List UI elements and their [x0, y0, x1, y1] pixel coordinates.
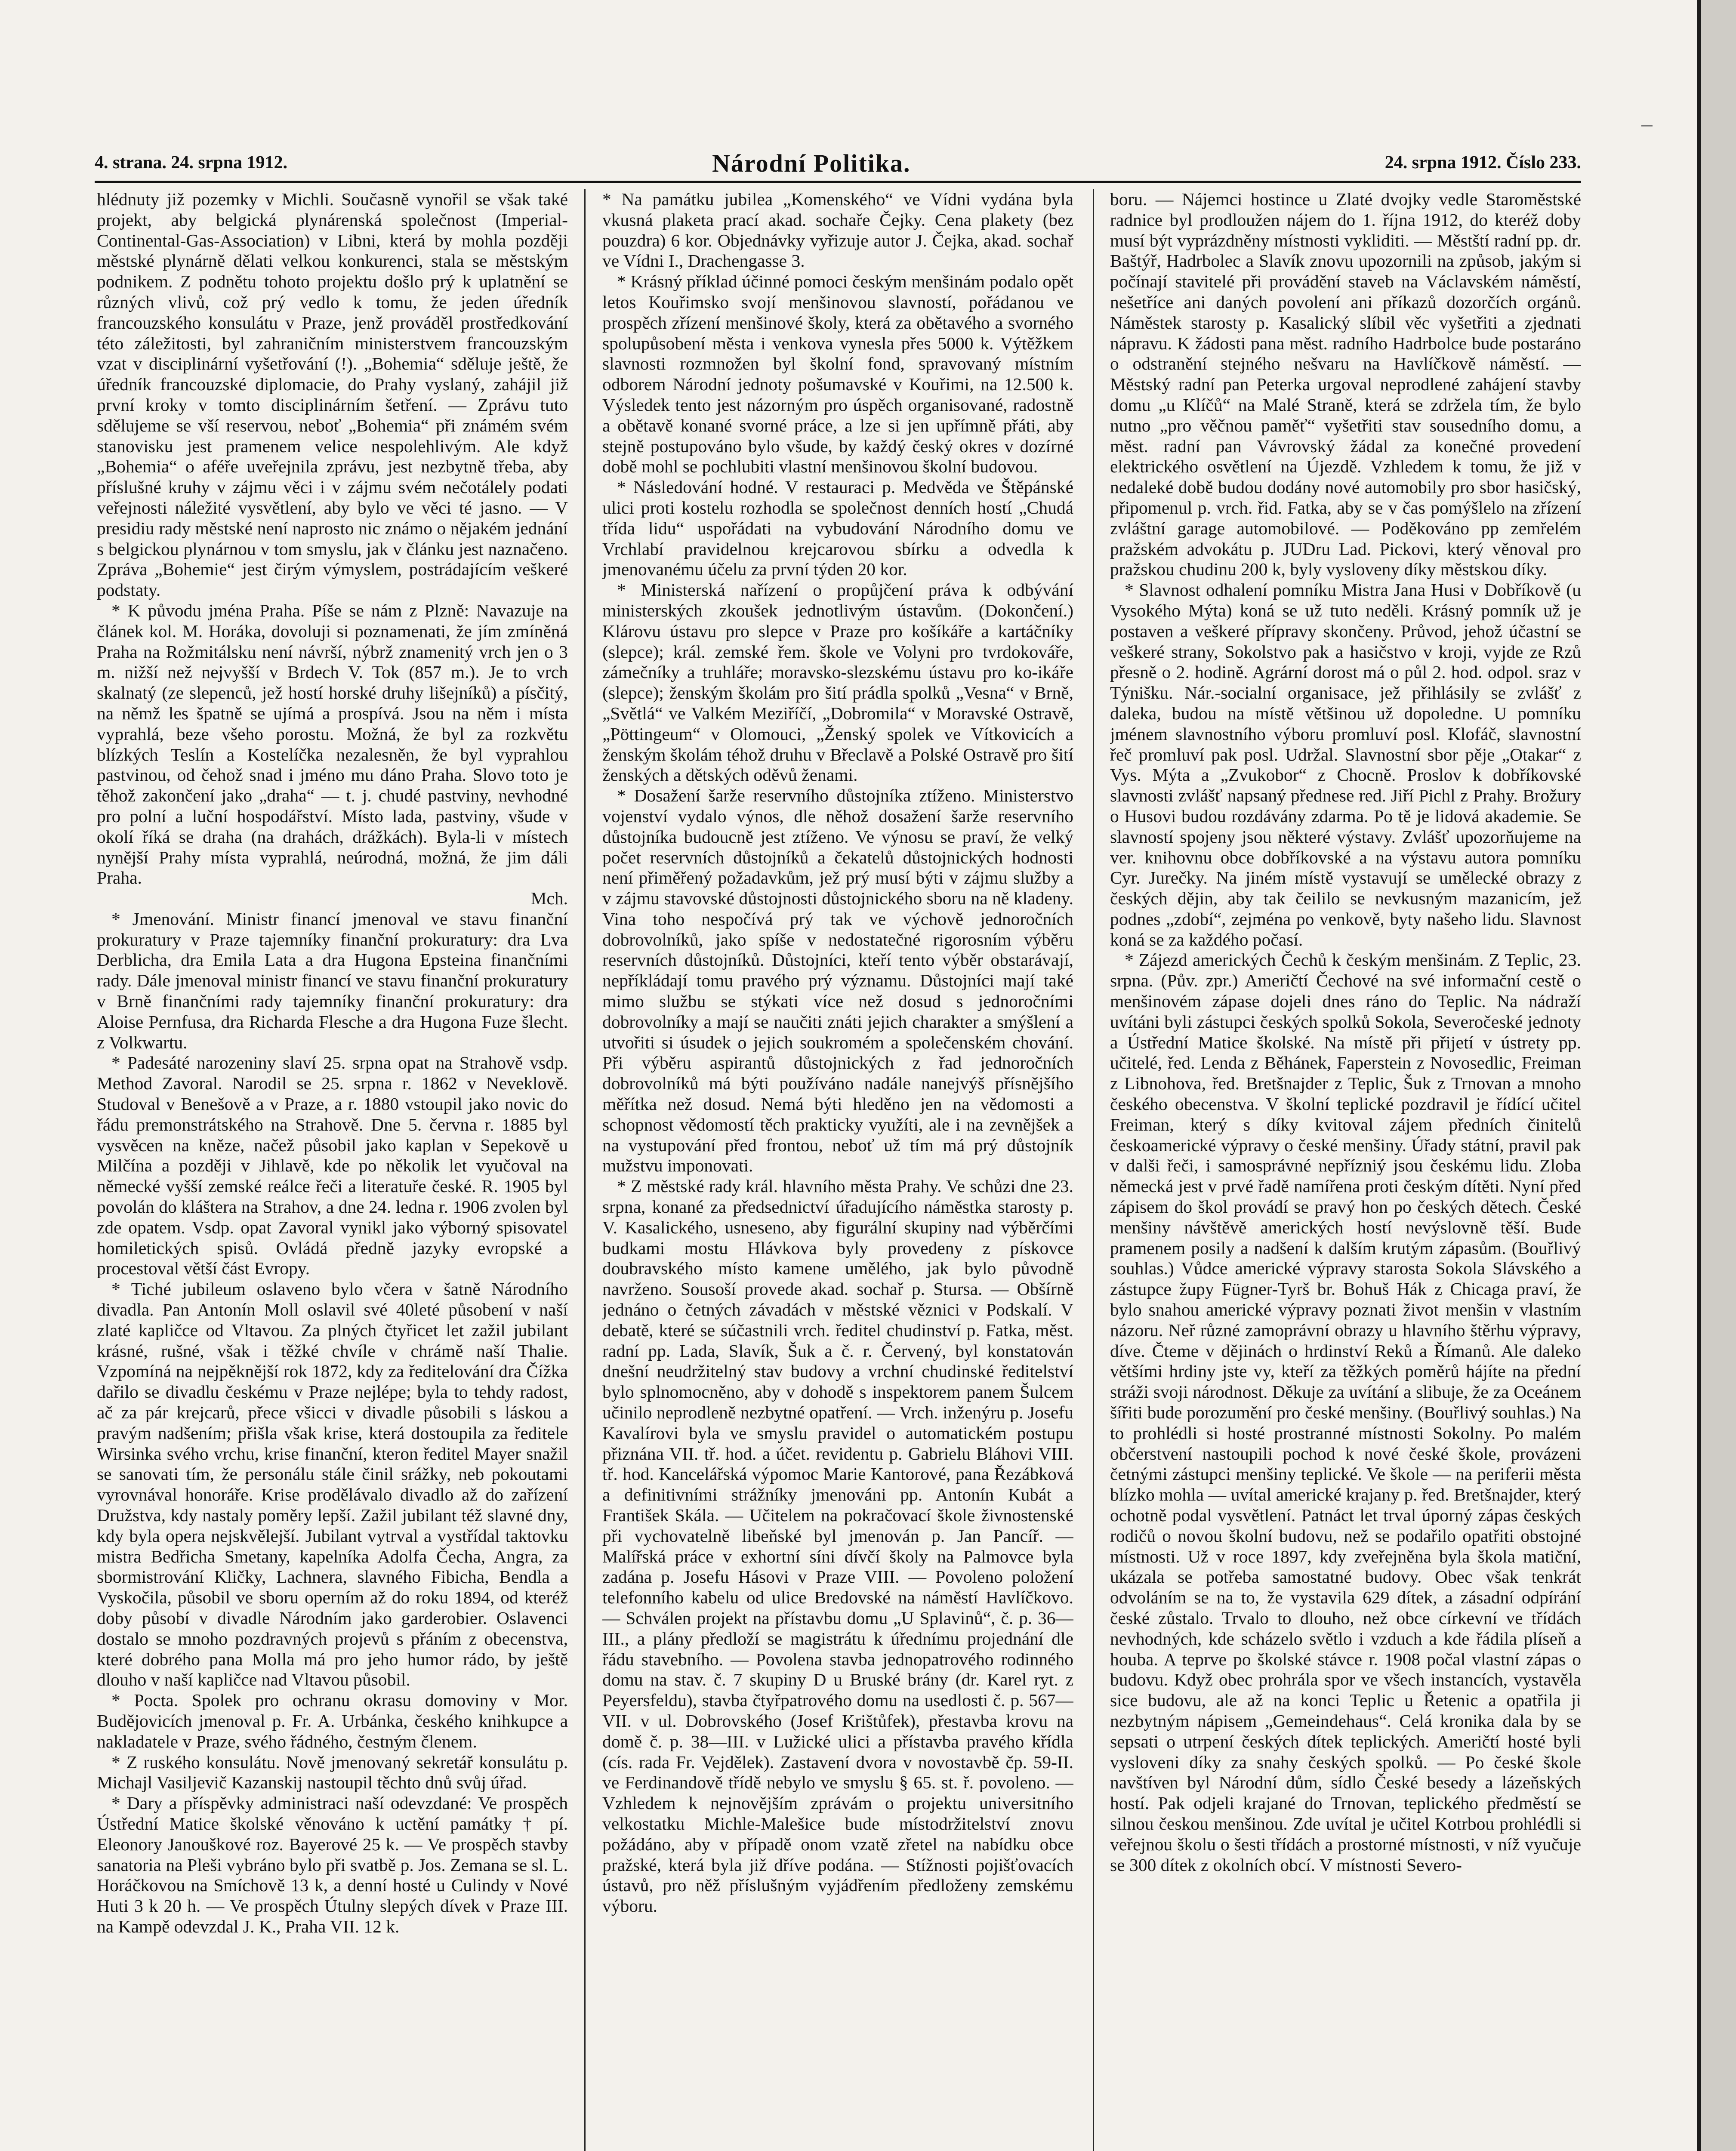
article-paragraph: * Pocta. Spolek pro ochranu okrasu domoviny v Mor. Budějovicích jmenoval p. Fr. A. Urbánka, českého knihkupce a nakladatele v Praze, svého řádného, čestným členem. — [97, 1690, 568, 1751]
article-paragraph: * Slavnost odhalení pomníku Mistra Jana Husi v Dobříkově (u Vysokého Mýta) koná se už tuto neděli. Krásný pomník už je postaven a veškeré přípravy skončeny. Průvod, jehož účastní se veškeré strany, Sokolstvo pak a hasičstvo v kroji, vyjde ze Rzů přesně o 2. hodině. Agrární dorost má o půl 2. hod. odpol. sraz v Týnišku. Nár.-socialní organisace, jež přihlásily se zvlášť z daleka, budou na místě většinou už dopoledne. U pomníku jménem slavnostního výboru promluví posl. Klofáč, slavnostní řeč promluví pak posl. Udržal. Slavnostní sbor pěje „Otakar“ z Vys. Mýta a „Zvukobor“ z Chocně. Proslov k dobříkovské slavnosti zvlášť napsaný přednese red. Jiří Pichl z Prahy. Brožury o Husovi budou rozdávány zdarma. Po tě je lidová akademie. Se slavností spojeny jsou některé výstavy. Zvlášť upozorňujeme na ver. knihovnu obce dobříkovské a na výstavu autora pomníku Cyr. Jurečky. Na jiném místě vystavují se umělecké obrazy z českých dějin, aby tak čeililo se nevkusným mazanicím, jež podnes „zdobí“, zejména po venkově, byty našeho lidu. Slavnost koná se za každého počasí. — [1110, 580, 1581, 949]
scan-edge — [1697, 0, 1736, 2151]
article-paragraph: * Na památku jubilea „Komenského“ ve Vídni vydána byla vkusná plaketa prací akad. sochaře Čejky. Cena plakety (bez pouzdra) 6 kor. Objednávky vyřizuje autor J. Čejka, akad. sochař ve Vídni I., Drachengasse 3. — [602, 189, 1073, 271]
page-number-date: 4. strana. 24. srpna 1912. — [95, 153, 288, 173]
article-paragraph: * Zájezd amerických Čechů k českým menšinám. Z Teplic, 23. srpna. (Pův. zpr.) Američtí Čechové na své informační cestě o menšinovém zápase dojeli dnes ráno do Teplic. Na nádraží uvítáni byli zástupci českých spolků Sokola, Severočeské jednoty a Ústřední Matice školské. Na místě při přijetí v ústrety pp. učitelé, řed. Lenda z Běhánek, Faperstein z Novosedlic, Freiman z Libnohova, řed. Bretšnajder z Teplic, Šuk z Trnovan a mnoho českého obecenstva. V školní teplické pozdravil je řídící učitel Freiman, který s díky kvitoval zájem předních činitelů českoamerické výpravy o české menšiny. Úřady státní, pravil pak v dalši řeči, i samosprávné nepřízniý jsou českému lidu. Zloba německá jest v prvé řadě namířena proti českým dítěti. Nyní před zápisem do škol provádí se pravý hon po českých dětech. České menšiny návštěvě amerických hostí nevýslovně těší. Bude pramenem posily a nadšení k dalším krutým zápasům. (Bouřlivý souhlas.) Vůdce americké výpravy starosta Sokola Slávského a zástupce župy Fügner-Tyrš br. Bohuš Hák z Chicaga praví, že bylo snahou americké výpravy poznati život menšin v vlastním názoru. Neř různé zamoprávní obrazy u hlavního štěrhu výpravy, díve. Čteme v dějinách o hrdinství Reků a Římanů. Ale daleko většími hrdiny jste vy, kteří za těžkých poměrů hájíte na přední stráži svoji národnost. Děkuje za uvítání a slibuje, že za Oceánem šířiti bude porozumění pro české menšiny. (Bouřlivý souhlas.) Na to prohlédli si hosté prostranné místnosti Sokolny. Po malém občerstvení nastoupili pochod k nové české škole, provázeni četnými zástupci menšiny teplické. Ve škole — na periferii města blízko mohla — uvítal americké krajany p. řed. Bretšnajder, který ochotně podal vysvětlení. Patnáct let trval úporný zápas českých rodičů o novou školní budovu, než se podařilo opatřiti obstojné místnosti. Už v roce 1897, kdy zveřejněna byla škola matiční, ukázala se potřeba samostatné budovy. Obec však tenkrát odvoláním se na to, že vystavila 629 dítek, a zásadní odpírání české zůstalo. Trvalo to dlouho, než obce církevní ve třídách nevhodných, kde scházelo světlo i vzduch a kde řádila plíseň a houba. A teprve po školské stávce r. 1908 počal vlastní zápas o budovu. Když obec prohrála spor ve všech instancích, vystavěla sice budovu, ale až na konci Teplic u Řetenic a opatřila ji nezbytným nápisem „Gemeindehaus“. Celá kronika dala by se sepsati o utrpení českých dítek teplických. Američtí hosté byli vysloveni díky za snahy českých spolků. — Po české škole navštíven byl Národní dům, sídlo České besedy a lázeňských hostí. Pak odjeli krajané do Trnovan, teplického předměstí se silnou českou menšinou. Zde uvítal je učitel Kotrbou prohlédli si veřejnou školu o šesti třídách a prostorné místnosti, v níž vyučuje se 300 dítek z okolních obcí. V místnosti Severo- — [1110, 950, 1581, 1875]
scan-mark — [1641, 125, 1653, 126]
article-paragraph: * Z ruského konsulátu. Nově jmenovaný sekretář konsulátu p. Michajl Vasiljevič Kazanskij nastoupil těchto dnů svůj úřad. — [97, 1752, 568, 1793]
article-paragraph: * Dosažení šarže reservního důstojníka ztíženo. Ministerstvo vojenství vydalo výnos, dle něhož dosažení šarže reservního důstojníka budoucně jest ztíženo. Ve výnosu se praví, že velký počet reservních důstojníků a čekatelů důstojnických hodnosti není přiměřený požadavkům, jež prý musí býti v zájmu služby a v zájmu stavovské důstojnosti důstojnického sboru na ně kladeny. Vina toho nespočívá prý tak ve výchově jednoročních dobrovolníků, jako spíše v nedostatečné rigorosním výběru reservních důstojníků. Důstojníci, kteří tento výběr obstarávají, nepříkládají tomu pravého prý významu. Důstojníci mají také mimo službu se stýkati více než dosud s jednoročními dobrovolníky a mají se naučiti znáti jejich charakter a smýšlení a utvořiti si úsudek o jejich soukromém a společenském chování. Při výběru aspirantů důstojnických z řad jednoročních dobrovolníků má býti používáno nadále nanejvýš přísnějšího měřítka než dosud. Nemá býti hleděno jen na vědomosti a schopnost vědomostí těch prakticky využíti, ale i na zevnějšek a na vystupování před frontou, neboť už tím má prý důstojník mužstvu imponovati. — [602, 786, 1073, 1176]
article-paragraph: * Dary a příspěvky administraci naší odevzdané: Ve prospěch Ústřední Matice školské věnováno k uctění památky † pí. Eleonory Janouškové roz. Bayerové 25 k. — Ve prospěch stavby sanatoria na Pleši vybráno bylo při svatbě p. Jos. Zemana se sl. L. Horáčkovou na Smíchově 13 k, a denní hosté u Culindy v Nové Huti 3 k 20 h. — Ve prospěch Útulny slepých dívek v Praze III. na Kampě odevzdal J. K., Praha VII. 12 k. — [97, 1793, 568, 1936]
column-1 — [97, 189, 568, 2151]
header-rule — [95, 181, 1581, 183]
page-header — [95, 149, 1581, 183]
column-2 — [602, 189, 1073, 2151]
article-signature: Mch. — [530, 888, 568, 909]
article-paragraph: boru. — Nájemci hostince u Zlaté dvojky vedle Staroměstské radnice byl prodloužen nájem do 1. října 1912, do kteréž doby musí být vyprázdněny místnosti vykliditi. — Městští radní pp. dr. Baštýř, Hadrbolec a Slavík znovu upozornili na způsob, jakým si počínají stavitelé při provádění staveb na Václavském náměstí, nešetříce ani daných povolení ani příkazů dozorčích orgánů. Náměstek starosty p. Kasalický slíbil věc vyšetřiti a zjednati nápravu. K žádosti pana měst. radního Hadrbolce bude postaráno o odstranění stejného nešvaru na Havlíčkově náměstí. — Městský radní pan Peterka urgoval neprodlené zahájení stavby domu „u Klíčů“ na Malé Straně, která se zdržela tím, že bylo nutno „pro věčnou paměť“ vyšetřiti stav sousedního domu, a měst. radní pan Vávrovský žádal za konečné provedení elektrického osvětlení na Újezdě. Vzhledem k tomu, že již v nedaleké době budou dodány nové automobily pro sbor hasičský, připomenul p. vrch. řid. Fatka, aby se v čas pomýšlelo na zřízení zvláštní garage automobilové. — Poděkováno pp zemřelém pražském advokátu p. JUDru Lad. Pickovi, který věnoval pro pražskou chudinu 200 k, byly vysloveny díky městskou díky. — [1110, 189, 1581, 579]
article-paragraph: * Tiché jubileum oslaveno bylo včera v šatně Národního divadla. Pan Antonín Moll oslavil své 40leté působení v naší zlaté kapličce od Vltavou. Za plných čtyřicet let zažil jubilant krásné, rušné, však i těžké chvíle v chrámě naší Thalie. Vzpomíná na nejpěknější rok 1872, kdy za ředitelování dra Čížka dařilo se divadlu českému v Praze nejlépe; byla to tehdy radost, ač za pár krejcarů, přece všicci v divadle působili s láskou a pravým nadšením; přišla však krise, která dostoupila za ředitele Wirsinka svého vrchu, krise finanční, kteron ředitel Mayer snažil se sanovati tím, že personálu stále činil srážky, neb pokoutami vyrovnával honoráře. Krise prodělávalo divadlo až do zařízení Družstva, kdy nastaly poměry lepší. Zažil jubilant též slavné dny, kdy byla opera nejskvělejší. Jubilant vytrval a vystřídal taktovku mistra Bedřicha Smetany, kapelníka Adolfa Čecha, Angra, za sbormistrování Kličky, Lachnera, slavného Fibicha, Bendla a Vyskočila, působil ve sboru operním až do roku 1894, od kteréž doby působí v divadle Národním jako garderobier. Oslavenci dostalo se mnoho pozdravných projevů s přáním z obecenstva, které dobrého pana Molla má pro jeho humor rádo, by ještě dlouho v naší kapličce nad Vltavou působil. — [97, 1279, 568, 1690]
column-divider — [1093, 189, 1094, 2151]
date-issue-number: 24. srpna 1912. Číslo 233. — [1384, 153, 1581, 173]
column-divider — [584, 189, 586, 2151]
article-paragraph: * Krásný příklad účinné pomoci českým menšinám podalo opět letos Kouřimsko svojí menšinovou slavností, pořádanou ve prospěch zřízení menšinové školy, která za obětavého a svorného spolupůsobení města i venkova vynesla přes 5000 k. Výtěžkem slavnosti rozmnožen byl školní fond, spravovaný místním odborem Národní jednoty pošumavské v Kouřimi, na 12.500 k. Výsledek tento jest názorným pro úspěch organisované, radostně a obětavě konané svorné práce, a lze si jen upřímně přáti, aby stejně postupováno bylo všude, by každý český okres v dozírné době mohl se pochlubiti vlastní menšinovou školní budovou. — [602, 271, 1073, 477]
article-paragraph: * Padesáté narozeniny slaví 25. srpna opat na Strahově vsdp. Method Zavoral. Narodil se 25. srpna r. 1862 v Neveklově. Studoval v Benešově a v Praze, a r. 1880 vstoupil jako novic do řádu premonstrátského na Strahově. Dne 5. června r. 1885 byl vysvěcen na kněze, načež působil jako kaplan v Sepekově u Milčína a později v Jihlavě, kde po několik let vyučoval na německé vyšší zemské reálce řeči a literatuře české. R. 1905 byl povolán do kláštera na Strahov, a dne 24. ledna r. 1906 zvolen byl zde opatem. Vsdp. opat Zavoral vynikl jako výborný spisovatel homiletických spisů. Ovládá předně jazyky evropské a procestoval větší část Evropy. — [97, 1053, 568, 1279]
article-paragraph: * Z městské rady král. hlavního města Prahy. Ve schůzi dne 23. srpna, konané za předsednictví úřadujícího náměstka starosty p. V. Kasalického, usneseno, aby figurální skupiny nad výběrčími budkami mostu Hlávkova byly provedeny z pískovce doubravského místo kamene umělého, jak bylo původně navrženo. Sousoší provede akad. sochař p. Stursa. — Obšírně jednáno o četných závadách v městské věznici v Podskalí. V debatě, které se súčastnili vrch. ředitel chudinství p. Fatka, měst. radní pp. Lada, Slavík, Šuk a č. r. Červený, byl konstatován dnešní neudržitelný stav budovy a vrchní chudinské ředitelství bylo splnomocněno, aby v dohodě s inspektorem panem Šulcem učinilo neprodleně nezbytné opatření. — Vrch. inženýru p. Josefu Kavalírovi byla ve smyslu pravidel o automatickém postupu přiznána VII. tř. hod. a účet. revidentu p. Gabrielu Bláhovi VIII. tř. hod. Kancelářská výpomoc Marie Kantorové, pana Řezábková a definitivními strážníky jmenováni pp. Antonín Kubát a František Skála. — Učitelem na pokračovací škole živnostenské při vychovatelně libeňské byl jmenován p. Jan Pancíř. — Malířská práce v exhortní síni dívčí školy na Palmovce byla zadána p. Josefu Hásovi v Praze VIII. — Povoleno položení telefonního kabelu od ulice Bredovské na náměstí Havlíčkovo. — Schválen projekt na přístavbu domu „U Splavinů“, č. p. 36—III., a plány předloží se magistrátu k úřednímu projednání dle řádu stavebního. — Povolena stavba jednopatrového rodinného domu na stav. č. 7 skupiny D u Bruské brány (dr. Karel ryt. z Peyersfeldu), stavba čtyřpatrového domu na usedlosti č. p. 567—VII. v ul. Dobrovského (Josef Krištůfek), přestavba krovu na domě č. p. 38—III. v Lužické ulici a přístavba pravého křídla (cís. rada Fr. Vejdělek). Zastavení dvora v novostavbě čp. 59-II. ve Ferdinandově třídě nebylo ve smyslu § 65. st. ř. povoleno. — Vzhledem k nejnovějším zprávám o projektu universitního velkostatku Michle-Malešice bude místodržitelství znovu požádáno, aby v případě onom vzatě zřetel na nabídku obce pražské, která byla již dříve podána. — Stížnosti pojišťovacích ústavů, pro něž příslušným vyjádřením předloženy zemskému výboru. — [602, 1176, 1073, 1916]
article-paragraph: * Jmenování. Ministr financí jmenoval ve stavu finanční prokuratury v Praze tajemníky finanční prokuratury: dra Lva Derblicha, dra Emila Lata a dra Hugona Epsteina finančními rady. Dále jmenoval ministr financí ve stavu finanční prokuratury v Brně finančními rady tajemníky finanční prokuratury: dra Aloise Pernfusa, dra Richarda Flesche a dra Hugona Fuze šlecht. z Volkwartu. — [97, 909, 568, 1052]
article-paragraph: * Následování hodné. V restauraci p. Medvěda ve Štěpánské ulici proti kostelu rozhodla se společnost denních hostí „Chudá třída lidu“ uspořádati na vybudování Národního domu ve Vrchlabí pravidelnou krejcarovou sbírku a odvedla k jmenovanému účelu za první týden 20 kor. — [602, 477, 1073, 579]
article-paragraph: * Ministerská nařízení o propůjčení práva k odbývání ministerských zkoušek jednotlivým ústavům. (Dokončení.) Klárovu ústavu pro slepce v Praze pro košíkáře a kartáčníky (slepce); král. zemské řem. škole ve Volyni pro tvrdokováře, zámečníky a truhláře; moravsko-slezskému ústavu pro ko-ikáře (slepce); ženským školám pro šití prádla spolků „Vesna“ v Brně, „Světlá“ ve Valkém Meziříčí, „Dobromila“ v Moravské Ostravě, „Pöttingeum“ v Olomouci, „Ženský spolek ve Vítkovicích a ženským školám téhož druhu v Břeclavě a Polské Ostravě pro šití ženských a dětských oděvů ženami. — [602, 580, 1073, 785]
column-3 — [1110, 189, 1581, 2151]
masthead-title: Národní Politika. — [712, 149, 911, 177]
article-paragraph: hlédnuty již pozemky v Michli. Současně vynořil se však také projekt, aby belgická plynárenská společnost (Imperial-Continental-Gas-Association) v Libni, která by mohla později městské plynárně dělati velkou konkurenci, stala se městským podnikem. Z podnětu tohoto projektu došlo prý k uplatnění se různých vlivů, což prý vedlo k tomu, že jeden úředník francouzského konsulátu v Praze, jenž prováděl prostředkování této záležitosti, byl zahraničním ministerstvem francouzským vzat v disciplinární vyšetřování (!). „Bohemia“ sděluje ještě, že úředník francouzské diplomacie, do Prahy vyslaný, zahájil již první kroky v tomto disciplinárním šetření. — Zprávu tuto sdělujeme se vší reservou, neboť „Bohemia“ při známém svém stanovisku jest pramenem velice nespolehlivým. Ale když „Bohemia“ o aféře uveřejnila zprávu, jest nezbytně třeba, aby příslušné kruhy v zájmu věci i v zájmu svém nečotálely podati veřejnosti náležité vysvětlení, aby bylo ve věci té jasno. — V presidiu rady městské není naprosto nic známo o nějakém jednání s belgickou plynárnou v tom smyslu, jak v článku jest naznačeno. Zpráva „Bohemie“ jest čirým výmyslem, postrádajícím veškeré podstaty. — [97, 189, 568, 600]
article-paragraph: * K původu jména Praha. Píše se nám z Plzně: Navazuje na článek kol. M. Horáka, dovoluji si poznamenati, že jím zmíněná Praha na Rožmitálsku není návrší, nýbrž znamenitý vrch jen o 3 m. nižší než nejvyšší v Brdech V. Tok (857 m.). Je to vrch skalnatý (ze slepenců, jež hostí horské druhy lišejníků) a písčitý, na němž les špatně se ujímá a prospívá. Jsou na něm i místa vyprahlá, beze všeho porostu. Možná, že byl za rozkvětu blízkých Teslín a Kostelíčka nezalesněn, že byl vyprahlou pastvinou, od čehož snad i jméno mu dáno Praha. Slovo toto je těhož zakončení jako „draha“ — t. j. chudé pastviny, nevhodné pro polní a luční hospodářství. Místo lada, pastviny, všude v okolí říká se draha (na drahách, drážkách). Byla-li v místech nynější Prahy místa vyprahlá, neúrodná, možná, že jim dáli Praha. — [97, 600, 568, 888]
